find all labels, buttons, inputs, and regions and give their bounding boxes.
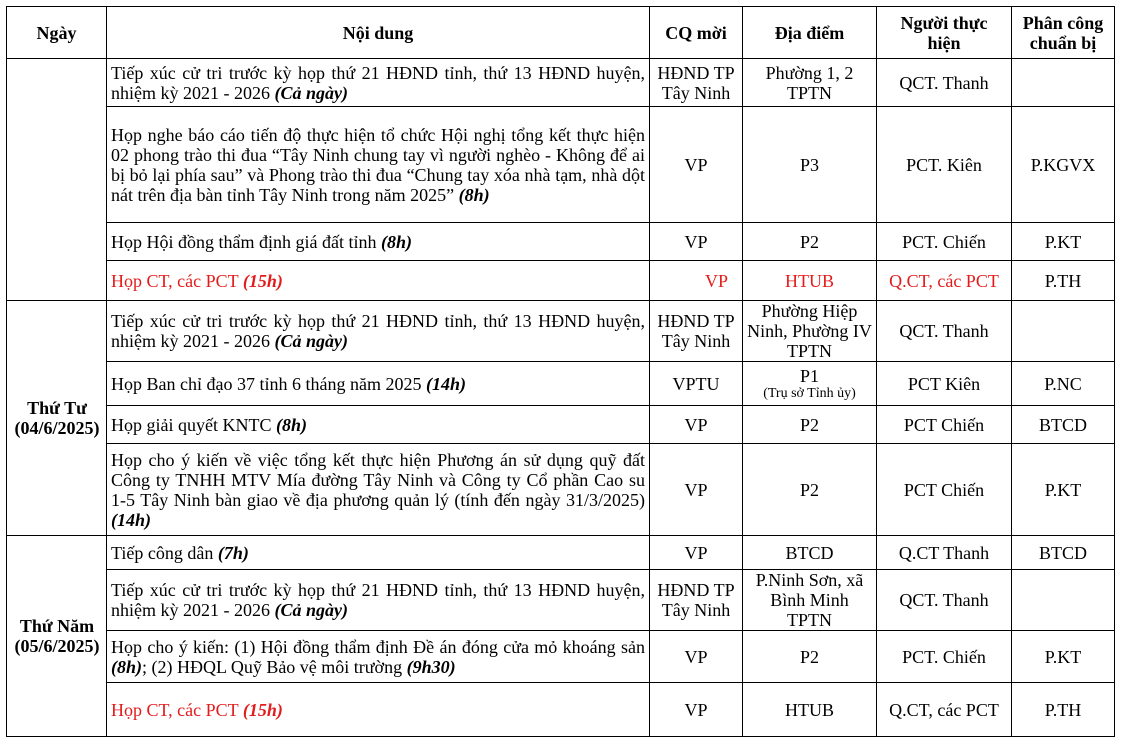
header-performer-label: Người thực hiện [900, 12, 988, 53]
content-text: Họp giải quyết KNTC [111, 414, 276, 435]
location-cell: Phường Hiệp Ninh, Phường IV TPTN [743, 301, 877, 362]
content-cell [107, 362, 650, 406]
content-cell [107, 59, 650, 107]
assign-cell: P.TH [1012, 683, 1115, 737]
agency-cell: VP [650, 444, 743, 536]
content-cell [107, 406, 650, 444]
day-label: Thứ Năm (05/6/2025) [14, 616, 100, 656]
content-text: Họp CT, các PCT [111, 699, 243, 720]
agency-cell: HĐND TP Tây Ninh [650, 570, 743, 631]
content-text: Tiếp xúc cử tri trước kỳ họp thứ 21 HĐND tỉnh, thứ 13 HĐND huyện, nhiệm kỳ 2021 - 2026 [111, 580, 645, 620]
day-cell [7, 536, 107, 737]
table-row [7, 631, 1115, 683]
performer-cell: PCT Chiến [877, 406, 1012, 444]
location-cell: P2 [743, 223, 877, 261]
assign-cell [1012, 59, 1115, 107]
table-row [7, 536, 1115, 570]
agency-cell: HĐND TP Tây Ninh [650, 301, 743, 362]
day-cell [7, 59, 107, 301]
header-performer [877, 7, 1012, 59]
content-text: Tiếp xúc cử tri trước kỳ họp thứ 21 HĐND tỉnh, thứ 13 HĐND huyện, nhiệm kỳ 2021 - 2026 [111, 311, 645, 351]
assign-cell: P.NC [1012, 362, 1115, 406]
content-text-2: ; (2) HĐQL Quỹ Bảo vệ môi trường [142, 656, 407, 677]
content-text: Tiếp công dân [111, 542, 218, 563]
location-cell: P2 [743, 444, 877, 536]
content-time: (Cả ngày) [274, 600, 348, 620]
location-main: P1 [799, 365, 819, 386]
assign-cell [1012, 570, 1115, 631]
agency-cell: HĐND TP Tây Ninh [650, 59, 743, 107]
header-day: Ngày [7, 7, 107, 59]
performer-cell: Q.CT Thanh [877, 536, 1012, 570]
location-cell: P3 [743, 107, 877, 223]
table-row [7, 59, 1115, 107]
content-text: Họp CT, các PCT [111, 270, 243, 291]
table-row [7, 362, 1115, 406]
location-cell: HTUB [743, 261, 877, 301]
content-cell [107, 631, 650, 683]
content-text: Họp cho ý kiến về việc tổng kết thực hiện Phương án sử dụng quỹ đất Công ty TNHH MTV Mía đường Tây Ninh và Công ty Cổ phần Cao su 1-5 Tây Ninh bàn giao về địa phương quản lý (tính đến ngày 31/3/2025) [111, 449, 645, 510]
agency-cell: VP [650, 223, 743, 261]
content-cell [107, 683, 650, 737]
content-time-2: (9h30) [406, 656, 456, 677]
schedule-table [6, 6, 1115, 737]
day-cell [7, 301, 107, 536]
content-cell [107, 570, 650, 631]
content-time: (14h) [111, 509, 151, 530]
content-time: (8h) [111, 656, 142, 677]
performer-cell: QCT. Thanh [877, 59, 1012, 107]
location-cell: P2 [743, 406, 877, 444]
content-text: Tiếp xúc cử tri trước kỳ họp thứ 21 HĐND tỉnh, thứ 13 HĐND huyện, nhiệm kỳ 2021 - 2026 [111, 62, 645, 103]
content-text: Họp Hội đồng thẩm định giá đất tỉnh [111, 231, 381, 252]
table-row [7, 223, 1115, 261]
table-row [7, 261, 1115, 301]
location-cell: P2 [743, 631, 877, 683]
content-cell [107, 107, 650, 223]
location-cell: Phường 1, 2 TPTN [743, 59, 877, 107]
content-text: Họp cho ý kiến: (1) Hội đồng thẩm định Đề án đóng cửa mỏ khoáng sản [111, 636, 645, 657]
agency-cell: VP [650, 107, 743, 223]
content-time: (7h) [217, 542, 249, 563]
location-cell: HTUB [743, 683, 877, 737]
table-row [7, 107, 1115, 223]
content-time: (15h) [242, 699, 283, 720]
content-cell [107, 536, 650, 570]
assign-cell: P.TH [1012, 261, 1115, 301]
content-cell [107, 261, 650, 301]
location-sub: (Trụ sở Tỉnh ủy) [763, 385, 856, 401]
performer-cell: Q.CT, các PCT [877, 261, 1012, 301]
assign-cell: BTCD [1012, 536, 1115, 570]
content-text: Họp nghe báo cáo tiến độ thực hiện tổ chức Hội nghị tổng kết thực hiện 02 phong trào thi đua “Tây Ninh chung tay vì người nghèo - Không để ai bị bỏ lại phía sau” và Phong trào thi đua “Chung tay xóa nhà tạm, nhà dột nát trên địa bàn tỉnh Tây Ninh trong năm 2025” [111, 124, 645, 205]
header-assign-label: Phân công chuẩn bị [1022, 12, 1104, 53]
content-time: (8h) [380, 231, 412, 252]
content-time: (15h) [242, 270, 283, 291]
assign-cell: BTCD [1012, 406, 1115, 444]
content-cell [107, 444, 650, 536]
table-row [7, 570, 1115, 631]
agency-cell: VP [650, 536, 743, 570]
table-row [7, 406, 1115, 444]
location-cell [743, 362, 877, 406]
header-location: Địa điểm [743, 7, 877, 59]
agency-cell: VP [650, 683, 743, 737]
assign-cell: P.KT [1012, 444, 1115, 536]
assign-cell: P.KT [1012, 631, 1115, 683]
location-cell: BTCD [743, 536, 877, 570]
assign-cell: P.KGVX [1012, 107, 1115, 223]
agency-cell: VP [650, 631, 743, 683]
content-time: (8h) [275, 414, 307, 435]
content-time: (8h) [458, 184, 490, 205]
agency-cell: VP [650, 406, 743, 444]
performer-cell: PCT Kiên [877, 362, 1012, 406]
table-row [7, 301, 1115, 362]
header-content: Nội dung [107, 7, 650, 59]
header-agency: CQ mời [650, 7, 743, 59]
table-row [7, 444, 1115, 536]
day-label: Thứ Tư (04/6/2025) [14, 398, 100, 438]
content-time: (Cả ngày) [274, 82, 348, 103]
header-assign [1012, 7, 1115, 59]
performer-cell: PCT. Kiên [877, 107, 1012, 223]
performer-cell: Q.CT, các PCT [877, 683, 1012, 737]
content-text: Họp Ban chỉ đạo 37 tỉnh 6 tháng năm 2025 [111, 373, 426, 394]
table-row [7, 683, 1115, 737]
agency-cell: VPTU [650, 362, 743, 406]
content-cell [107, 223, 650, 261]
agency-cell: VP [650, 261, 743, 301]
performer-cell: QCT. Thanh [877, 570, 1012, 631]
content-time: (Cả ngày) [274, 331, 348, 351]
performer-cell: PCT. Chiến [877, 631, 1012, 683]
assign-cell: P.KT [1012, 223, 1115, 261]
performer-cell: PCT. Chiến [877, 223, 1012, 261]
content-cell [107, 301, 650, 362]
assign-cell [1012, 301, 1115, 362]
performer-cell: QCT. Thanh [877, 301, 1012, 362]
performer-cell: PCT Chiến [877, 444, 1012, 536]
content-time: (14h) [425, 373, 466, 394]
location-cell: P.Ninh Sơn, xã Bình Minh TPTN [743, 570, 877, 631]
header-row [7, 7, 1115, 59]
